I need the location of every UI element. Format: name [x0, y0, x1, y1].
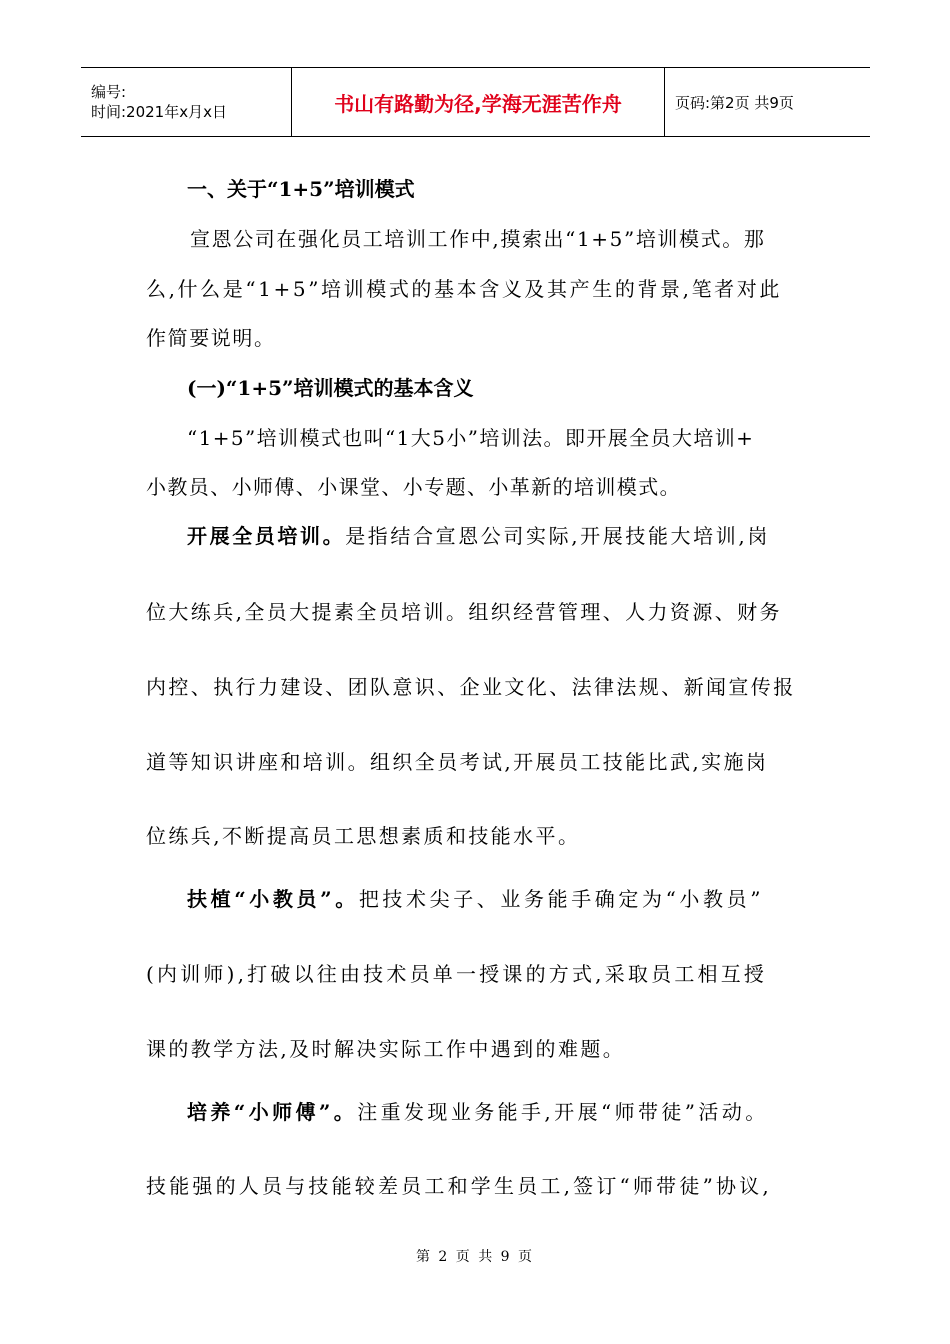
page-footer: 第 2 页 共 9 页 [415, 1249, 535, 1265]
header-meta [81, 68, 292, 136]
paragraph-4-line-2: (内训师),打破以往由技术员单一授课的方式,采取员工相互授 [146, 962, 768, 986]
paragraph-4-line-3: 课的教学方法,及时解决实际工作中遇到的难题。 [146, 1037, 626, 1061]
document-number-label: 编号: [91, 83, 127, 101]
paragraph-3-line-4: 道等知识讲座和培训。组织全员考试,开展员工技能比武,实施岗 [146, 750, 769, 774]
paragraph-4-lead: 扶植“小教员”。 [187, 887, 359, 911]
paragraph-3-line-3: 内控、执行力建设、团队意识、企业文化、法律法规、新闻宣传报 [146, 675, 796, 699]
paragraph-2-line-1: “1+5”培训模式也叫“1大5小”培训法。即开展全员大培训+ [187, 426, 755, 450]
paragraph-3-line-1 [187, 520, 847, 549]
paragraph-4-line-1 [187, 883, 847, 912]
paragraph-2-line-2: 小教员、小师傅、小课堂、小专题、小革新的培训模式。 [146, 475, 681, 499]
header-page-info-cell [665, 68, 870, 136]
paragraph-4-line-1-text: 把技术尖子、业务能手确定为“小教员” [358, 887, 765, 911]
header-motto: 书山有路勤为径,学海无涯苦作舟 [334, 91, 622, 116]
section-heading-1: 一、关于“1+5”培训模式 [187, 177, 415, 201]
paragraph-1-line-2: 么,什么是“1+5”培训模式的基本含义及其产生的背景,笔者对此 [146, 277, 782, 301]
document-date-label: 时间:2021年x月x日 [91, 103, 227, 121]
section-heading-2: (一)“1+5”培训模式的基本含义 [187, 376, 474, 400]
paragraph-5-lead: 培养“小师傅”。 [187, 1100, 358, 1124]
paragraph-1-line-1: 宣恩公司在强化员工培训工作中,摸索出“1+5”培训模式。那 [190, 227, 766, 251]
paragraph-3-line-1-text: 是指结合宣恩公司实际,开展技能大培训,岗 [345, 524, 770, 548]
paragraph-5-line-1-text: 注重发现业务能手,开展“师带徒”活动。 [357, 1100, 769, 1124]
paragraph-3-lead: 开展全员培训。 [187, 524, 346, 548]
header-motto-cell [292, 68, 665, 136]
header-page-info: 页码:第2页 共9页 [675, 93, 794, 112]
paragraph-3-line-2: 位大练兵,全员大提素全员培训。组织经营管理、人力资源、财务 [146, 600, 782, 624]
page-header [81, 67, 870, 137]
paragraph-3-line-5: 位练兵,不断提高员工思想素质和技能水平。 [146, 824, 581, 848]
paragraph-5-line-2: 技能强的人员与技能较差员工和学生员工,签订“师带徒”协议, [146, 1174, 772, 1198]
paragraph-1-line-3: 作简要说明。 [146, 326, 276, 350]
paragraph-5-line-1 [187, 1096, 847, 1125]
